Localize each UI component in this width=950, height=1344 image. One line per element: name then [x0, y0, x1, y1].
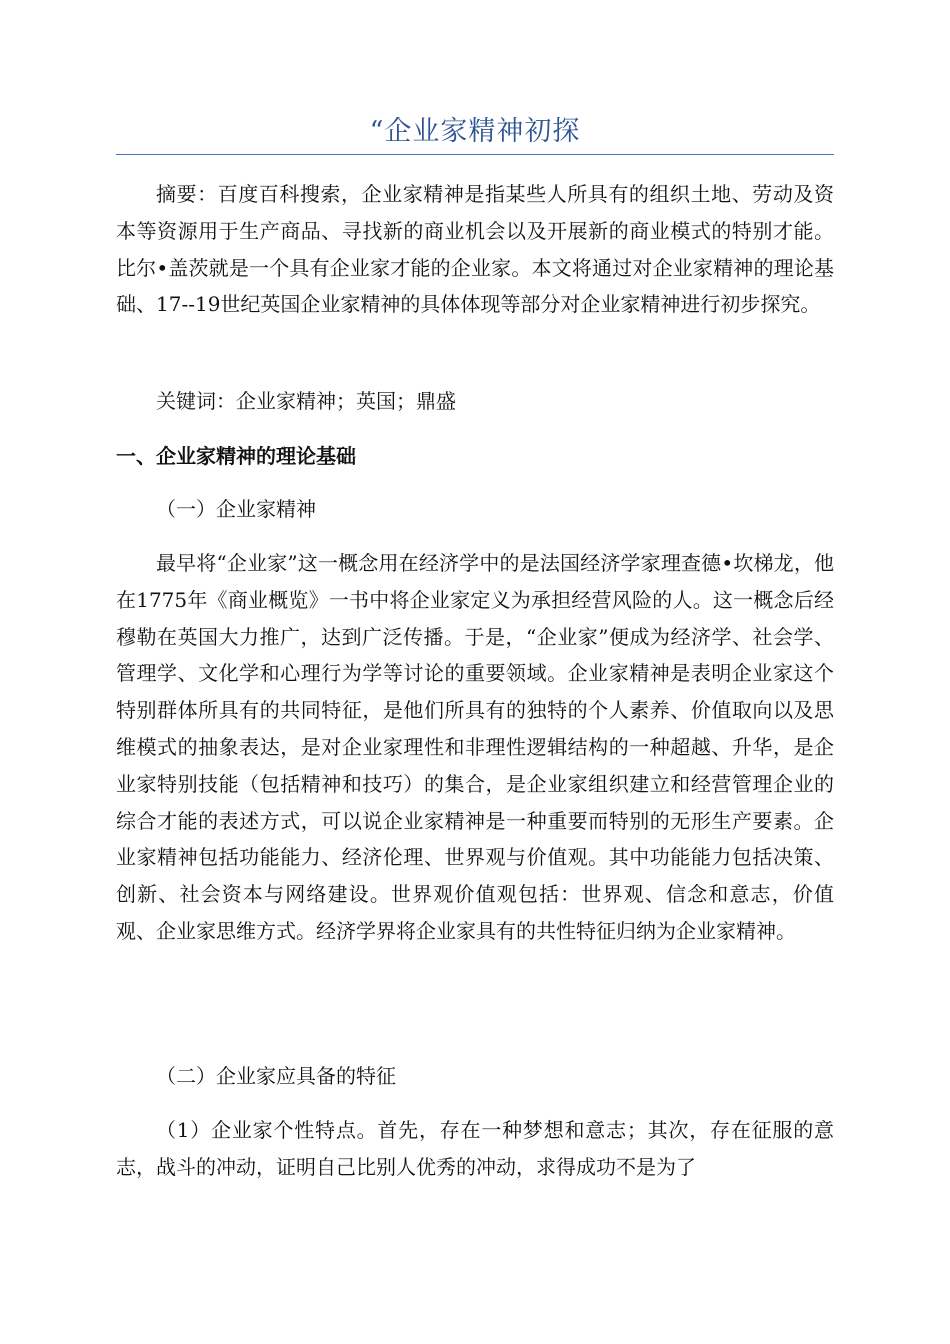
- keywords-line: 关键词：企业家精神；英国；鼎盛: [156, 389, 456, 413]
- body-paragraph-traits: （1）企业家个性特点。首先，存在一种梦想和意志；其次，存在征服的意志，战斗的冲动，证明自己比别人优秀的冲动，求得成功不是为了: [116, 1118, 834, 1179]
- document-title: “企业家精神初探: [369, 116, 581, 147]
- body-paragraph-entrepreneurship: 最早将“企业家”这一概念用在经济学中的是法国经济学家理查德•坎梯龙，他在1775年《商业概览》一书中将企业家定义为承担经营风险的人。这一概念后经穆勒在英国大力推广，达到广泛传播。于是，“企业家”便成为经济学、社会学、管理学、文化学和心理行为学等讨论的重要领域。企业家精神是表明企业家这个特别群体所具有的共同特征，是他们所具有的独特的个人素养、价值取向以及思维模式的抽象表达，是对企业家理性和非理性逻辑结构的一种超越、升华，是企业家特别技能（包括精神和技巧）的集合，是企业家组织建立和经营管理企业的综合才能的表述方式，可以说企业家精神是一种重要而特别的无形生产要素。企业家精神包括功能能力、经济伦理、世界观与价值观。其中功能能力包括决策、创新、社会资本与网络建设。世界观价值观包括：世界观、信念和意志，价值观、企业家思维方式。经济学界将企业家具有的共性特征归纳为企业家精神。: [116, 551, 834, 943]
- subsection-heading-traits: （二）企业家应具备的特征: [156, 1064, 396, 1088]
- section-heading-theory: 一、企业家精神的理论基础: [116, 444, 356, 468]
- title-underline: [116, 154, 834, 155]
- subsection-heading-entrepreneurship: （一）企业家精神: [156, 497, 316, 521]
- abstract-paragraph: 摘要：百度百科搜索，企业家精神是指某些人所具有的组织土地、劳动及资本等资源用于生产商品、寻找新的商业机会以及开展新的商业模式的特别才能。比尔•盖茨就是一个具有企业家才能的企业家。本文将通过对企业家精神的理论基础、17--19世纪英国企业家精神的具体体现等部分对企业家精神进行初步探究。: [116, 182, 834, 317]
